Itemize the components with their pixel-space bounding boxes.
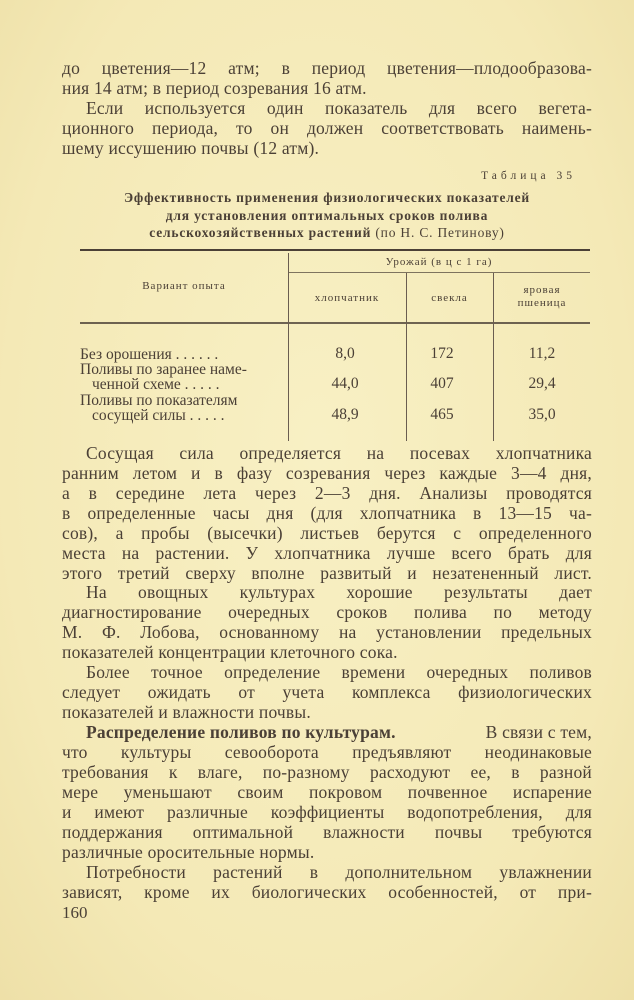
table-header-rule [80, 322, 590, 324]
header-col-beet: свекла [431, 292, 468, 304]
text-line: следует ожидать от учета комплекса физиологических [62, 682, 592, 702]
column-divider [493, 273, 494, 441]
text-line: этого третий сверху вполне развитый и незатененный лист. [62, 563, 592, 583]
row-label: Без орошения . . . . . . [80, 346, 219, 363]
text-fragment: В связи с тем, [485, 722, 592, 742]
text-line: до цветения—12 атм; в период цветения—плодообразова- [62, 58, 592, 78]
table-number: Таблица 35 [481, 170, 576, 182]
section-heading: Распределение поливов по культурам. [86, 722, 396, 742]
cell-value: 35,0 [528, 406, 556, 423]
cell-value: 11,2 [528, 345, 556, 362]
text-line: Сосущая сила определяется на посевах хлопчатника [86, 443, 592, 463]
text-line: шему иссушению почвы (12 атм). [62, 138, 320, 158]
row-label: сосущей силы . . . . . [92, 407, 225, 424]
cell-value: 172 [430, 345, 454, 362]
text-line: М. Ф. Лобова, основанному на установлении предельных [62, 622, 592, 642]
table-top-rule [80, 249, 590, 251]
cell-value: 44,0 [331, 375, 359, 392]
cell-value: 29,4 [528, 375, 556, 392]
text-line: зависят, кроме их биологических особенностей, от при- [62, 882, 592, 902]
table-title-line: Эффективность применения физиологических показателей [123, 190, 531, 205]
table-title-line [62, 224, 592, 242]
column-divider [288, 253, 289, 441]
text-line: в определенные часы дня (для хлопчатника в 13—15 ча- [62, 503, 592, 523]
table-title [62, 189, 592, 242]
table-title-line: сельскохозяйственных растений [149, 225, 372, 240]
text-line: показателей и влажности почвы. [62, 702, 311, 722]
text-line: Потребности растений в дополнительном увлажнении [86, 862, 592, 882]
cell-value: 465 [430, 406, 454, 423]
text-line: сов), а пробы (высечки) листьев берутся с определенного [62, 523, 592, 543]
header-variant: Вариант опыта [142, 280, 226, 292]
row-label: Поливы по заранее наме- [80, 361, 247, 378]
text-line: На овощных культурах хорошие результаты дает [86, 582, 592, 602]
text-line: Более точное определение времени очередных поливов [86, 662, 592, 682]
page-number: 160 [62, 903, 88, 922]
text-line: диагностирование очередных сроков полива по методу [62, 602, 592, 622]
text-line: требования к влаге, по-разному расходуют ее, в разной [62, 762, 592, 782]
header-yield: Урожай (в ц с 1 га) [385, 256, 493, 268]
text-line: а в середине лета через 2—3 дня. Анализы проводятся [62, 483, 592, 503]
text-line [86, 722, 592, 742]
text-line: ционного периода, то он должен соответствовать наимень- [62, 118, 592, 138]
text-line: что культуры севооборота предъявляют неодинаковые [62, 742, 592, 762]
text-line: мере уменьшают своим покровом почвенное испарение [62, 782, 592, 802]
text-line: поддержания оптимальной влажности почвы требуются [62, 822, 592, 842]
text-line: ранним летом и в фазу созревания через каждые 3—4 дня, [62, 463, 592, 483]
table-group-rule [288, 272, 590, 273]
text-line: Если используется один показатель для всего вегета- [86, 98, 592, 118]
table-title-line: для установления оптимальных сроков полива [165, 207, 489, 223]
row-label: Поливы по показателям [80, 392, 238, 409]
text-line: показателей концентрации клеточного сока. [62, 642, 398, 662]
text-line: места на растении. У хлопчатника лучше всего брать для [62, 543, 592, 563]
text-line: ния 14 атм; в период созревания 16 атм. [62, 78, 367, 98]
text-line: различные оросительные нормы. [62, 842, 315, 862]
header-col-cotton: хлопчатник [314, 292, 380, 304]
text-line: и имеют различные коэффициенты водопотребления, для [62, 802, 592, 822]
cell-value: 8,0 [335, 345, 355, 362]
header-col-wheat: яровая пшеница [517, 284, 567, 309]
cell-value: 48,9 [331, 406, 359, 423]
table-title-source: (по Н. С. Петинову) [375, 225, 505, 240]
cell-value: 407 [430, 375, 454, 392]
row-label: ченной схеме . . . . . [92, 376, 220, 393]
